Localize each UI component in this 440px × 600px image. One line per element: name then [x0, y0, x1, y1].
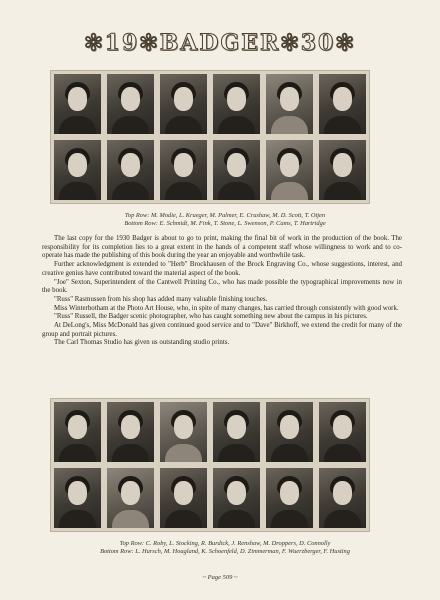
caption-line	[60, 540, 390, 548]
acknowledgment-text	[42, 235, 402, 348]
caption-names: E. Schmidt, M. Fink, T. Stone, L. Swenson, P. Cams, T. Hartridge	[159, 220, 326, 227]
portrait-photo	[107, 402, 154, 462]
portrait-photo	[266, 402, 313, 462]
portrait-photo	[319, 468, 366, 528]
caption-row-label: Top Row:	[119, 540, 145, 547]
portrait-photo	[266, 74, 313, 134]
portrait-photo	[160, 74, 207, 134]
caption-line	[60, 212, 390, 220]
portrait-photo	[107, 468, 154, 528]
portrait-photo	[54, 468, 101, 528]
bottom-photo-caption	[60, 540, 390, 556]
page-header	[30, 30, 410, 56]
portrait-photo	[266, 468, 313, 528]
portrait-photo	[54, 74, 101, 134]
portrait-photo	[160, 468, 207, 528]
paragraph: Miss Winterbotham at the Photo Art House, who, in spite of many changes, has carried through consistently with good work.	[54, 304, 399, 312]
portrait-photo	[319, 140, 366, 200]
caption-line	[60, 220, 390, 228]
portrait-grid-top	[50, 70, 370, 204]
caption-row-label: Bottom Row:	[100, 548, 134, 555]
portrait-photo	[319, 74, 366, 134]
portrait-photo	[213, 74, 260, 134]
portrait-photo	[213, 402, 260, 462]
caption-row-label: Bottom Row:	[124, 220, 158, 227]
portrait-photo	[213, 468, 260, 528]
caption-names: M. Modie, L. Krueger, M. Palmer, E. Crushaw, M. D. Scott, T. Otjen	[150, 212, 326, 219]
portrait-photo	[54, 402, 101, 462]
paragraph: Further acknowledgment is extended to "Herb" Brockhausen of the Brock Engraving Co., whose suggestions, interest, and creative genius have contributed toward the material aspect of the book.	[42, 261, 402, 277]
portrait-photo	[319, 402, 366, 462]
top-photo-caption	[60, 212, 390, 228]
paragraph: "Russ" Rasmussen from his shop has added many valuable finishing touches.	[54, 295, 268, 303]
page-number: ~ Page 509 ~	[202, 574, 238, 581]
caption-line	[60, 548, 390, 556]
portrait-photo	[160, 140, 207, 200]
paragraph: The last copy for the 1930 Badger is about to go to print, making the final bit of work in the production of the book. The responsibility for its completion lies to a great extent in the hands of a competent staff whose willingness to work and to co-operate has made the publishing of this book during the year an enjoyable and worthwhile task.	[42, 235, 402, 260]
portrait-photo	[160, 402, 207, 462]
header-title: ✻19✻BADGER✻30✻	[84, 30, 356, 56]
paragraph: "Joe" Sexton, Superintendent of the Cantwell Printing Co., who has made possible the typographical improvements now in the book.	[42, 278, 402, 295]
portrait-grid-bottom	[50, 398, 370, 532]
caption-names: L. Hursch, M. Hoagland, K. Schoenfeld, D. Zimmerman, F. Wuerzberger, F. Husting	[135, 548, 350, 555]
paragraph: The Carl Thomas Studio has given us outstanding studio prints.	[54, 339, 230, 347]
portrait-photo	[107, 74, 154, 134]
paragraph: At DeLong's, Miss McDonald has given continued good service and to "Dave" Birkhoff, we extend the credit for many of the group and portrait pictures.	[42, 322, 402, 338]
portrait-photo	[266, 140, 313, 200]
paragraph: "Russ" Russell, the Badger scenic photographer, who has caught something new about the campus in his pictures.	[54, 313, 368, 321]
portrait-photo	[54, 140, 101, 200]
portrait-photo	[107, 140, 154, 200]
caption-row-label: Top Row:	[124, 212, 150, 219]
portrait-photo	[213, 140, 260, 200]
caption-names: C. Roby, L. Stocking, R. Burdick, J. Renshaw, M. Droppers, D. Connolly	[145, 540, 331, 547]
